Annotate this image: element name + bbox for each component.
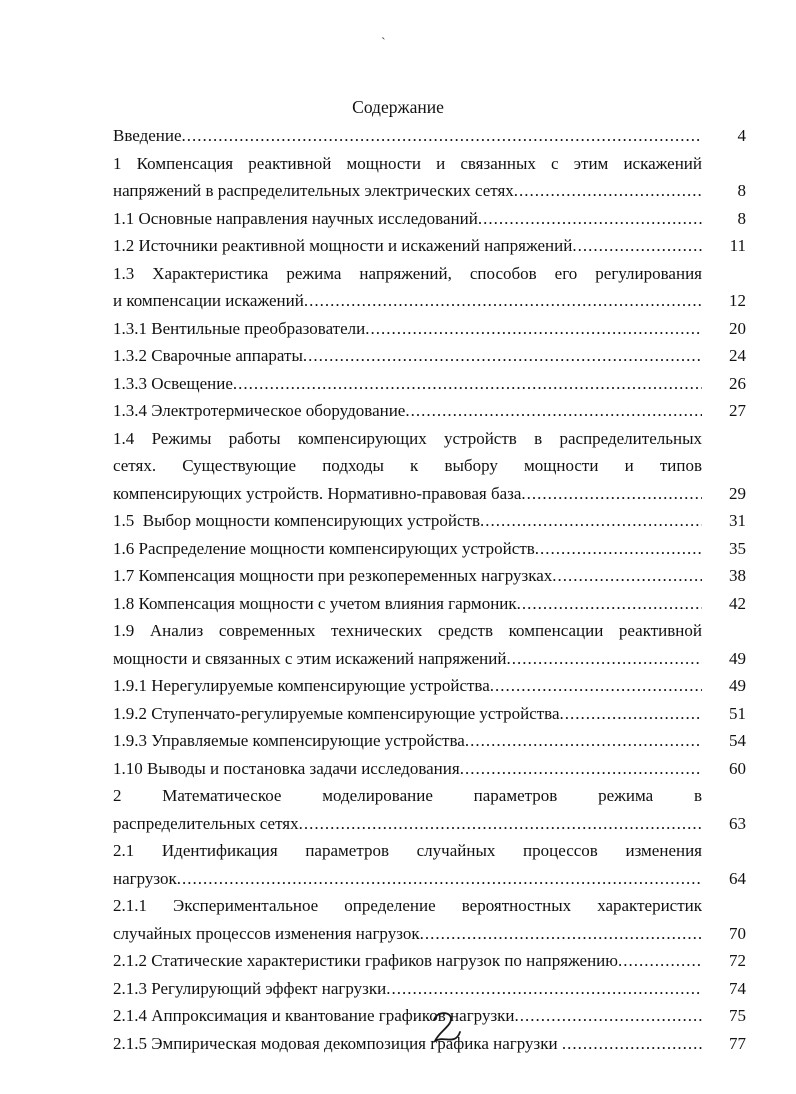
dot-leader xyxy=(182,122,702,150)
toc-entry-title-line xyxy=(113,535,702,563)
dot-leader xyxy=(233,370,702,398)
toc-entry-title-line xyxy=(113,205,702,233)
toc-entry-title-line xyxy=(113,342,702,370)
toc-entry-title: 1.9.3 Управляемые компенсирующие устройства xyxy=(113,731,465,750)
toc-page-number: 29 xyxy=(729,483,746,503)
toc-page-number: 75 xyxy=(729,1006,746,1025)
toc-entry xyxy=(113,315,746,343)
toc-entry-title-line xyxy=(113,810,702,838)
toc-entry-title-line xyxy=(113,755,702,783)
toc-entry xyxy=(113,755,746,783)
toc-entry-title: 1.3.4 Электротермическое оборудование xyxy=(113,401,406,420)
toc-entry xyxy=(113,562,746,590)
toc-entry-title: распределительных сетях xyxy=(113,813,299,833)
dot-leader xyxy=(299,810,702,838)
toc-entry xyxy=(113,837,746,892)
toc-entry-title-line xyxy=(113,727,702,755)
toc-entry xyxy=(113,892,746,947)
toc-entry-title: 1.10 Выводы и постановка задачи исследования xyxy=(113,758,460,778)
toc-entry xyxy=(113,975,746,1003)
toc-entry-title-line xyxy=(113,672,702,700)
toc-entry-title: компенсирующих устройств. Нормативно-правовая база xyxy=(113,483,522,503)
toc-entry-title-line xyxy=(113,947,702,975)
toc-entry-title-line: 1.4 Режимы работы компенсирующих устройств в распределительных xyxy=(113,428,702,448)
dot-leader xyxy=(177,865,702,893)
toc-entry xyxy=(113,947,746,975)
dot-leader xyxy=(478,205,702,233)
toc-entry-title-line: 1.9 Анализ современных технических средств компенсации реактивной xyxy=(113,621,702,640)
toc-entry xyxy=(113,507,746,535)
scan-mark: ` xyxy=(381,36,386,51)
toc-entry-title-line xyxy=(113,975,702,1003)
toc-page-number: 42 xyxy=(729,593,746,613)
toc-page-number: 8 xyxy=(737,181,746,200)
toc-entry-title: напряжений в распределительных электрических сетях xyxy=(113,181,514,200)
dot-leader xyxy=(303,342,702,370)
dot-leader xyxy=(521,480,702,508)
toc-page-number: 51 xyxy=(729,703,746,723)
toc-entry-title-line xyxy=(113,1030,702,1058)
dot-leader xyxy=(517,590,702,618)
toc-page-number: 27 xyxy=(729,401,746,420)
dot-leader xyxy=(420,920,702,948)
dot-leader xyxy=(560,700,702,728)
toc-entry-title-line xyxy=(113,507,702,535)
toc-entry-title-line xyxy=(113,397,702,425)
toc-entry-title-line xyxy=(113,177,702,205)
toc-page-number: 72 xyxy=(729,951,746,970)
toc-page-number: 70 xyxy=(729,923,746,943)
toc-entry-title: 1.3.3 Освещение xyxy=(113,373,233,393)
toc-entry xyxy=(113,727,746,755)
toc-page-number: 63 xyxy=(729,813,746,833)
toc-entry xyxy=(113,232,746,260)
toc-entry-title-line: 2.1.1 Экспериментальное определение вероятностных характеристик xyxy=(113,896,702,915)
dot-leader xyxy=(480,507,702,535)
toc-entry-title: 1.2 Источники реактивной мощности и искажений напряжений xyxy=(113,236,573,255)
dot-leader xyxy=(460,755,702,783)
toc-page-number: 49 xyxy=(729,648,746,668)
toc-entry-title: 1.5 Выбор мощности компенсирующих устройств xyxy=(113,511,481,530)
toc-entry-title: 1.7 Компенсация мощности при резкопеременных нагрузках xyxy=(113,566,553,585)
toc-entry-title: 2.1.5 Эмпирическая модовая декомпозиция графика нагрузки xyxy=(113,1033,562,1053)
dot-leader xyxy=(365,315,702,343)
toc-page-number: 20 xyxy=(729,318,746,338)
toc-page-number: 11 xyxy=(729,236,746,255)
toc-entry xyxy=(113,150,746,205)
table-of-contents xyxy=(113,122,746,1057)
toc-entry-title-line xyxy=(113,370,702,398)
toc-entry-title-line xyxy=(113,1002,702,1030)
dot-leader xyxy=(535,535,702,563)
toc-entry xyxy=(113,397,746,425)
toc-entry xyxy=(113,370,746,398)
page-title: Содержание xyxy=(352,97,444,117)
toc-entry xyxy=(113,700,746,728)
dot-leader xyxy=(562,1030,702,1058)
toc-entry-title: нагрузок xyxy=(113,868,177,888)
toc-page-number: 31 xyxy=(729,511,746,530)
toc-entry-title-line xyxy=(113,315,702,343)
toc-page-number: 35 xyxy=(729,538,746,558)
dot-leader xyxy=(506,645,702,673)
toc-entry-title-line xyxy=(113,865,702,893)
toc-entry-title-line xyxy=(113,590,702,618)
toc-entry-title: случайных процессов изменения нагрузок xyxy=(113,923,420,943)
toc-page-number: 24 xyxy=(729,346,746,365)
toc-page-number: 74 xyxy=(729,978,746,998)
toc-page-number: 49 xyxy=(729,676,746,695)
toc-page-number: 8 xyxy=(737,208,746,228)
dot-leader xyxy=(304,287,702,315)
toc-entry xyxy=(113,617,746,672)
toc-page-number: 60 xyxy=(729,758,746,778)
toc-entry xyxy=(113,590,746,618)
toc-entry-title: 1.6 Распределение мощности компенсирующих устройств xyxy=(113,538,535,558)
toc-entry-title-line xyxy=(113,287,702,315)
handwritten-page-number xyxy=(425,1008,465,1048)
toc-entry xyxy=(113,672,746,700)
toc-page-number: 64 xyxy=(729,868,746,888)
dot-leader xyxy=(515,1002,702,1030)
toc-entry-title-line xyxy=(113,562,702,590)
toc-page-number: 77 xyxy=(729,1033,746,1053)
dot-leader xyxy=(490,672,702,700)
toc-entry xyxy=(113,205,746,233)
toc-page-number: 38 xyxy=(729,566,746,585)
dot-leader xyxy=(405,397,702,425)
dot-leader xyxy=(465,727,702,755)
toc-entry xyxy=(113,260,746,315)
toc-entry xyxy=(113,782,746,837)
toc-entry-title: 1.1 Основные направления научных исследований xyxy=(113,208,478,228)
dot-leader xyxy=(572,232,702,260)
toc-entry-title: 1.9.1 Нерегулируемые компенсирующие устройства xyxy=(113,676,490,695)
toc-entry xyxy=(113,535,746,563)
toc-entry xyxy=(113,122,746,150)
toc-entry-title-line: 2 Математическое моделирование параметров режима в xyxy=(113,786,702,805)
toc-entry-title-line: сетях. Существующие подходы к выбору мощности и типов xyxy=(113,456,702,475)
toc-entry-title: и компенсации искажений xyxy=(113,291,304,310)
toc-entry-title: 1.9.2 Ступенчато-регулируемые компенсирующие устройства xyxy=(113,703,560,723)
toc-entry-title-line xyxy=(113,920,702,948)
toc-entry-title-line xyxy=(113,700,702,728)
toc-entry xyxy=(113,425,746,508)
toc-entry-title: 1.3.2 Сварочные аппараты xyxy=(113,346,303,365)
toc-entry-title: мощности и связанных с этим искажений напряжений xyxy=(113,648,507,668)
toc-entry xyxy=(113,342,746,370)
toc-entry-title-line xyxy=(113,480,702,508)
toc-entry-title-line xyxy=(113,122,702,150)
dot-leader xyxy=(618,947,702,975)
toc-entry-title-line: 1.3 Характеристика режима напряжений, способов его регулирования xyxy=(113,263,702,283)
toc-entry-title: 2.1.4 Аппроксимация и квантование графиков нагрузки xyxy=(113,1006,515,1025)
toc-page-number: 4 xyxy=(737,126,746,145)
dot-leader xyxy=(552,562,702,590)
toc-entry-title: Введение xyxy=(113,126,182,145)
toc-entry-title: 1.3.1 Вентильные преобразователи xyxy=(113,318,366,338)
toc-entry-title-line: 2.1 Идентификация параметров случайных процессов изменения xyxy=(113,841,702,860)
toc-page-number: 12 xyxy=(729,291,746,310)
toc-page-number: 26 xyxy=(729,373,746,393)
toc-entry-title-line xyxy=(113,232,702,260)
dot-leader xyxy=(386,975,702,1003)
toc-entry-title-line xyxy=(113,645,702,673)
toc-entry-title: 1.8 Компенсация мощности с учетом влияния гармоник xyxy=(113,593,517,613)
toc-entry-title: 2.1.3 Регулирующий эффект нагрузки xyxy=(113,978,387,998)
toc-page-number: 54 xyxy=(729,731,746,750)
toc-entry-title-line: 1 Компенсация реактивной мощности и связанных с этим искажений xyxy=(113,153,702,173)
dot-leader xyxy=(514,177,702,205)
toc-entry-title: 2.1.2 Статические характеристики графиков нагрузок по напряжению xyxy=(113,951,618,970)
